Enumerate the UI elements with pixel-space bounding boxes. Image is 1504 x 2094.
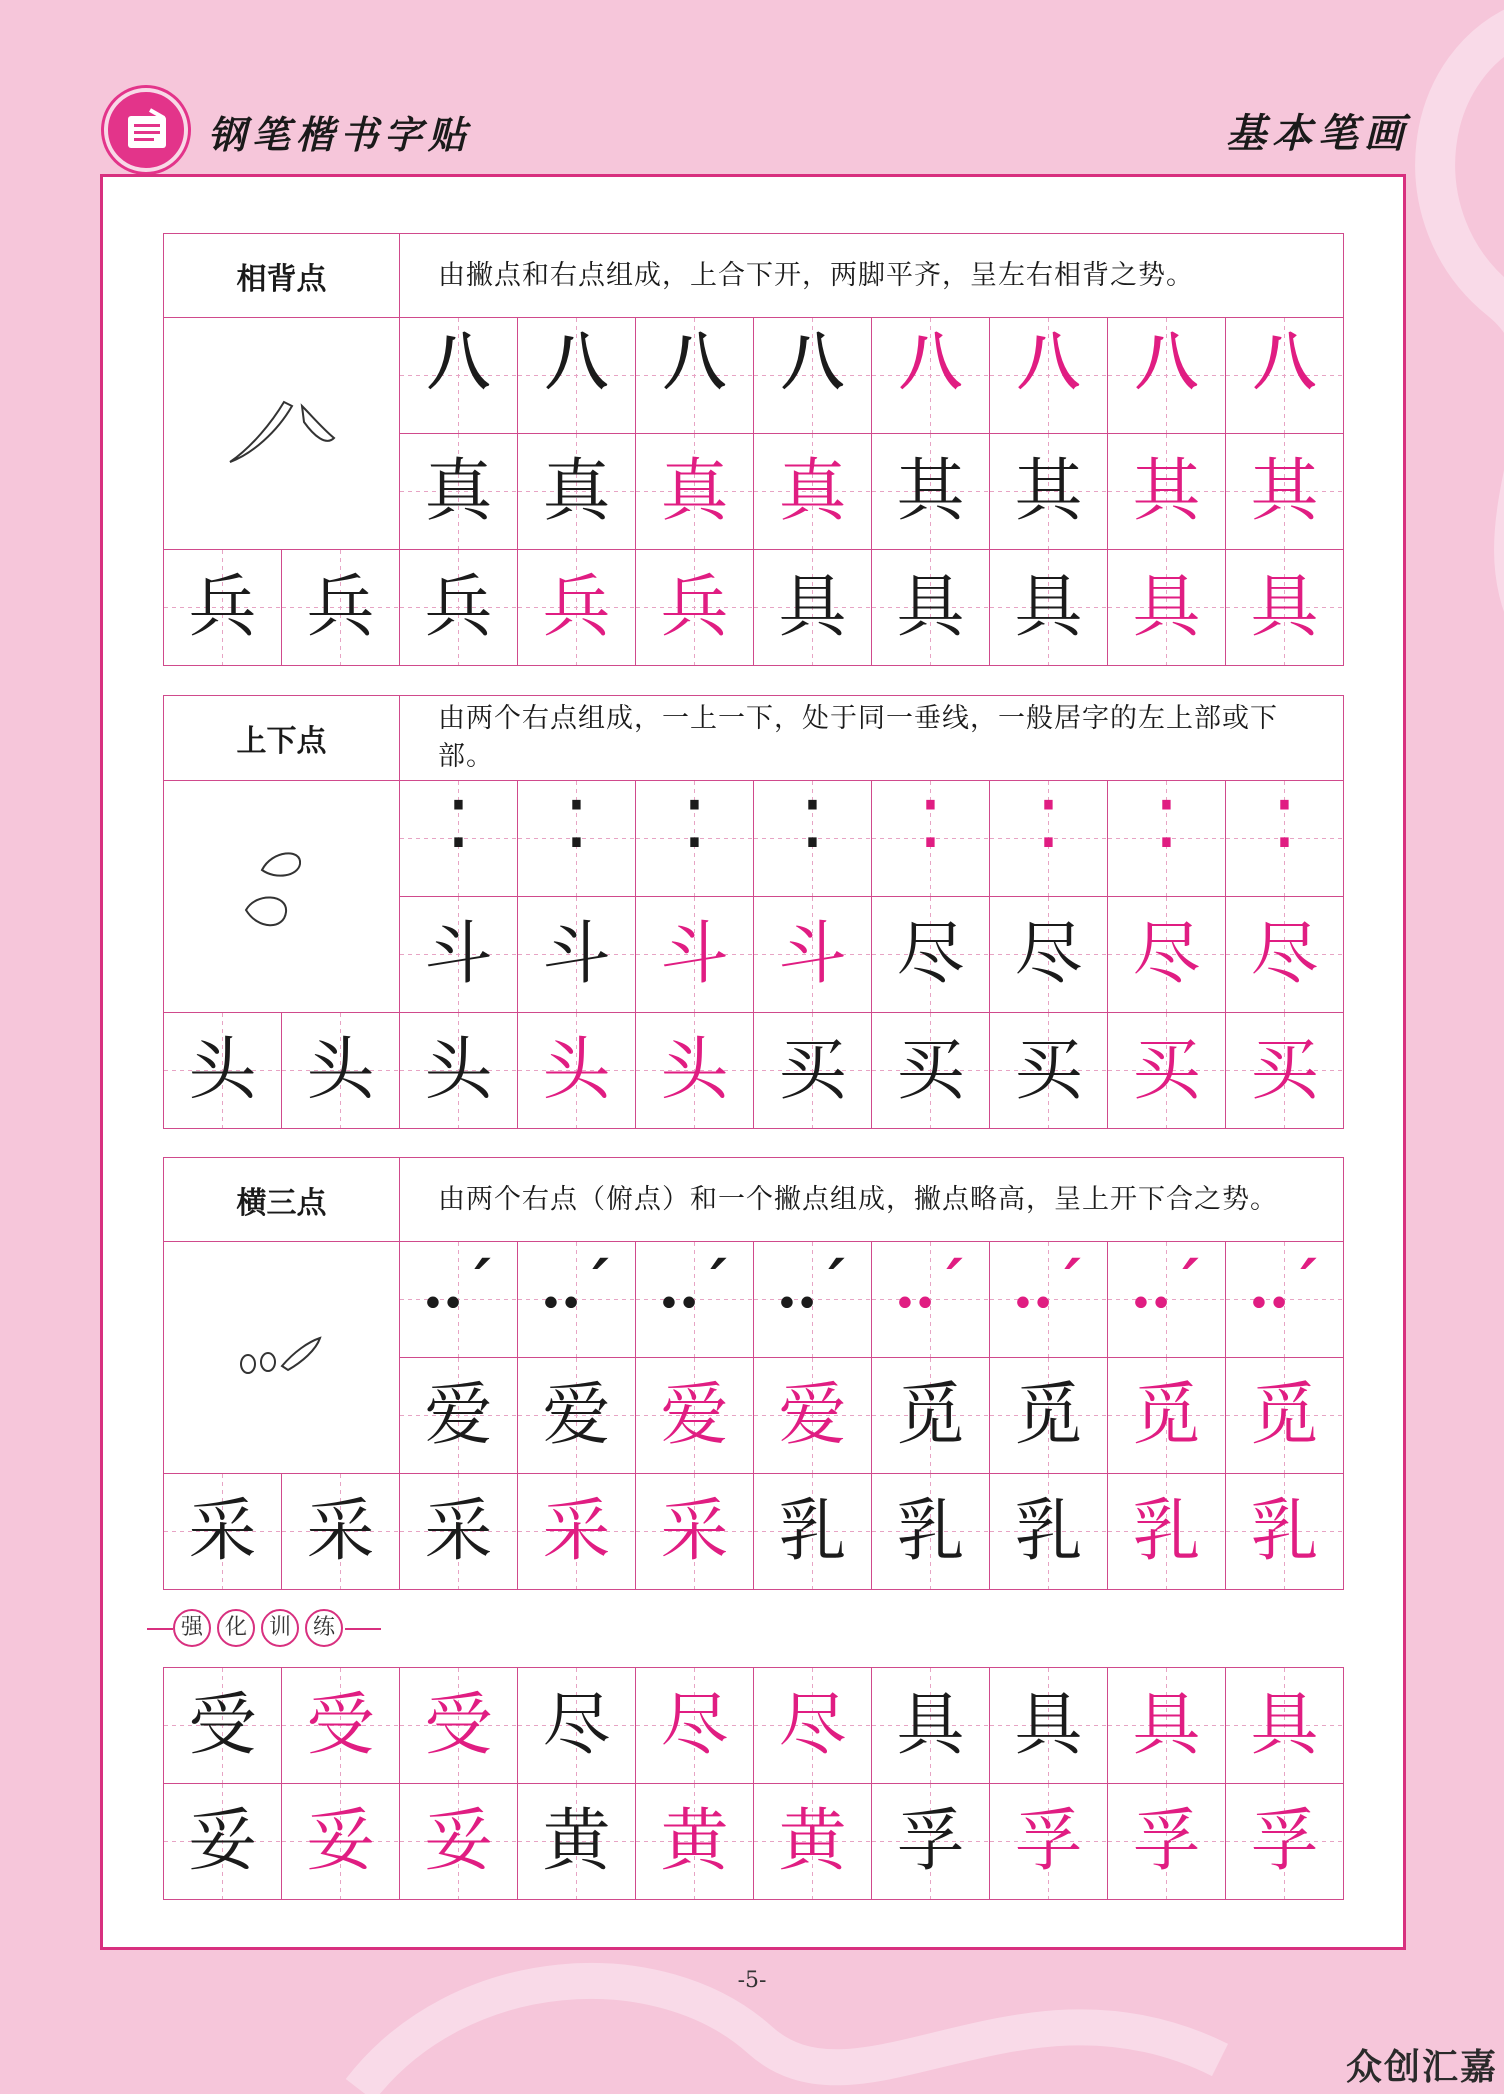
practice-char: 觅 (1132, 1375, 1201, 1455)
practice-char: 八 (899, 324, 962, 398)
char-cell (990, 1358, 1108, 1474)
practice-char: 买 (778, 1030, 847, 1110)
stroke-cell (1108, 318, 1226, 434)
char-cell (518, 434, 636, 550)
practice-char: 头 (424, 1030, 493, 1110)
banner-char: 练 (305, 1609, 343, 1647)
char-cell (754, 434, 872, 550)
practice-char: 乳 (1014, 1491, 1083, 1571)
char-cell (1108, 550, 1226, 666)
banner-line (345, 1628, 381, 1630)
char-cell (164, 550, 282, 666)
practice-char: 尽 (1250, 914, 1319, 994)
practice-char: 八 (1135, 324, 1198, 398)
practice-char: ⁚ (566, 787, 587, 861)
watermark: 众创汇嘉 (1345, 2047, 1498, 2088)
practice-panel (100, 174, 1406, 1950)
char-cell (990, 1474, 1108, 1590)
stroke-demo (164, 318, 400, 550)
char-cell (872, 550, 990, 666)
practice-char: 八 (1253, 324, 1316, 398)
char-cell (990, 1013, 1108, 1129)
practice-char: 头 (188, 1030, 257, 1110)
practice-char: 八 (663, 324, 726, 398)
practice-char: 斗 (542, 914, 611, 994)
char-cell (636, 434, 754, 550)
practice-char: 真 (660, 451, 729, 531)
stroke-cell (400, 1242, 518, 1358)
char-cell (1226, 1358, 1344, 1474)
practice-char: 觅 (1250, 1375, 1319, 1455)
practice-char: 买 (1014, 1030, 1083, 1110)
practice-char: 真 (424, 451, 493, 531)
book-title: 钢笔楷书字贴 (208, 112, 473, 157)
practice-char: ‥ˊ (658, 1248, 731, 1322)
stroke-cell (754, 318, 872, 434)
char-cell (990, 550, 1108, 666)
char-cell (872, 1013, 990, 1129)
char-cell (400, 1358, 518, 1474)
practice-char: ⁚ (1274, 787, 1295, 861)
practice-char: 具 (778, 567, 847, 647)
char-cell (990, 434, 1108, 550)
practice-char: 采 (188, 1491, 257, 1571)
char-cell (518, 1668, 636, 1784)
practice-char: ⁚ (920, 787, 941, 861)
practice-char: 乳 (778, 1491, 847, 1571)
char-cell (1108, 1668, 1226, 1784)
practice-char: 兵 (542, 567, 611, 647)
section-label: 上下点 (164, 696, 400, 781)
char-cell (754, 1474, 872, 1590)
stroke-cell (990, 1242, 1108, 1358)
char-cell (990, 1668, 1108, 1784)
practice-char: 孚 (1250, 1801, 1319, 1881)
char-cell (400, 1668, 518, 1784)
practice-char: 具 (1250, 567, 1319, 647)
practice-char: 尽 (542, 1685, 611, 1765)
practice-char: 具 (896, 567, 965, 647)
stroke-cell (400, 781, 518, 897)
practice-char: 尽 (660, 1685, 729, 1765)
practice-char: 头 (660, 1030, 729, 1110)
char-cell (282, 1474, 400, 1590)
char-cell (518, 897, 636, 1013)
char-cell (636, 1668, 754, 1784)
practice-char: 兵 (306, 567, 375, 647)
practice-char: 爱 (778, 1375, 847, 1455)
practice-char: 尽 (1014, 914, 1083, 994)
practice-char: ‥ˊ (894, 1248, 967, 1322)
practice-char: 头 (306, 1030, 375, 1110)
practice-char: 觅 (896, 1375, 965, 1455)
char-cell (400, 1784, 518, 1900)
char-cell (518, 1013, 636, 1129)
practice-char: 具 (1014, 1685, 1083, 1765)
practice-char: ‥ˊ (1130, 1248, 1203, 1322)
char-cell (164, 1668, 282, 1784)
practice-char: 买 (896, 1030, 965, 1110)
stroke-cell (518, 781, 636, 897)
practice-char: 采 (660, 1491, 729, 1571)
char-cell (754, 1358, 872, 1474)
char-cell (754, 550, 872, 666)
practice-char: 孚 (1132, 1801, 1201, 1881)
char-cell (990, 897, 1108, 1013)
stroke-cell (1108, 1242, 1226, 1358)
practice-char: ⁚ (1156, 787, 1177, 861)
char-cell (636, 897, 754, 1013)
practice-char: 八 (781, 324, 844, 398)
char-cell (636, 1784, 754, 1900)
practice-char: ‥ˊ (776, 1248, 849, 1322)
practice-char: 尽 (1132, 914, 1201, 994)
char-cell (1226, 1668, 1344, 1784)
char-cell (518, 1784, 636, 1900)
char-cell (1226, 1784, 1344, 1900)
section-description: 由两个右点（俯点）和一个撇点组成，撇点略高，呈上开下合之势。 (400, 1158, 1344, 1242)
stroke-outline-illustration (232, 840, 332, 950)
notebook-icon (124, 108, 170, 154)
char-cell (400, 434, 518, 550)
practice-char: ⁚ (448, 787, 469, 861)
stroke-cell (990, 781, 1108, 897)
practice-char: 妥 (306, 1801, 375, 1881)
char-cell (1108, 434, 1226, 550)
char-cell (518, 1358, 636, 1474)
char-cell (282, 1013, 400, 1129)
practice-char: 乳 (1250, 1491, 1319, 1571)
char-cell (754, 1784, 872, 1900)
stroke-cell (1226, 318, 1344, 434)
banner-line (147, 1628, 173, 1630)
practice-char: 买 (1132, 1030, 1201, 1110)
stroke-cell (518, 318, 636, 434)
practice-char: 乳 (1132, 1491, 1201, 1571)
practice-char: 其 (1132, 451, 1201, 531)
char-cell (872, 1668, 990, 1784)
char-cell (400, 550, 518, 666)
stroke-cell (400, 318, 518, 434)
char-cell (636, 1474, 754, 1590)
banner-char: 强 (173, 1609, 211, 1647)
practice-char: 采 (542, 1491, 611, 1571)
char-cell (754, 897, 872, 1013)
stroke-cell (1226, 1242, 1344, 1358)
practice-char: 其 (1014, 451, 1083, 531)
practice-char: 乳 (896, 1491, 965, 1571)
char-cell (1226, 434, 1344, 550)
practice-char: 黄 (778, 1801, 847, 1881)
char-cell (1108, 897, 1226, 1013)
stroke-demo (164, 1242, 400, 1474)
practice-char: ‥ˊ (422, 1248, 495, 1322)
stroke-demo (164, 781, 400, 1013)
char-cell (1226, 550, 1344, 666)
practice-char: 八 (427, 324, 490, 398)
section-title: 基本笔画 (1226, 110, 1410, 157)
section-description: 由撇点和右点组成，上合下开，两脚平齐，呈左右相背之势。 (400, 234, 1344, 318)
char-cell (518, 1474, 636, 1590)
stroke-cell (872, 1242, 990, 1358)
practice-section-1 (163, 233, 1344, 666)
practice-section-2 (163, 695, 1344, 1129)
stroke-outline-illustration (222, 392, 342, 472)
char-cell (1226, 1013, 1344, 1129)
practice-char: 受 (306, 1685, 375, 1765)
char-cell (164, 1474, 282, 1590)
stroke-cell (754, 1242, 872, 1358)
practice-char: ‥ˊ (540, 1248, 613, 1322)
section-label: 相背点 (164, 234, 400, 318)
char-cell (872, 1474, 990, 1590)
practice-char: 爱 (660, 1375, 729, 1455)
char-cell (400, 1474, 518, 1590)
practice-char: 黄 (660, 1801, 729, 1881)
char-cell (1226, 1474, 1344, 1590)
char-cell (872, 1784, 990, 1900)
practice-char: 兵 (424, 567, 493, 647)
char-cell (636, 1013, 754, 1129)
char-cell (1108, 1358, 1226, 1474)
stroke-cell (990, 318, 1108, 434)
practice-char: 斗 (778, 914, 847, 994)
char-cell (164, 1013, 282, 1129)
practice-char: 头 (542, 1030, 611, 1110)
practice-char: 具 (1014, 567, 1083, 647)
banner-char: 训 (261, 1609, 299, 1647)
practice-char: 尽 (896, 914, 965, 994)
stroke-cell (872, 318, 990, 434)
practice-char: 兵 (660, 567, 729, 647)
decorative-swirl-bottom (340, 1940, 1240, 2094)
practice-char: 具 (1250, 1685, 1319, 1765)
practice-char: 受 (424, 1685, 493, 1765)
char-cell (754, 1668, 872, 1784)
char-cell (282, 550, 400, 666)
char-cell (872, 1358, 990, 1474)
practice-char: 采 (424, 1491, 493, 1571)
practice-char: 具 (896, 1685, 965, 1765)
page-number: -5- (737, 1968, 767, 1993)
book-logo (104, 88, 188, 172)
practice-char: 孚 (896, 1801, 965, 1881)
practice-section-3 (163, 1157, 1344, 1590)
char-cell (1108, 1474, 1226, 1590)
practice-char: 斗 (424, 914, 493, 994)
practice-char: 孚 (1014, 1801, 1083, 1881)
practice-char: 采 (306, 1491, 375, 1571)
section-description: 由两个右点组成，一上一下，处于同一垂线，一般居字的左上部或下部。 (400, 696, 1344, 781)
banner-char: 化 (217, 1609, 255, 1647)
practice-char: 妥 (424, 1801, 493, 1881)
practice-char: 受 (188, 1685, 257, 1765)
stroke-cell (636, 781, 754, 897)
char-cell (282, 1668, 400, 1784)
char-cell (164, 1784, 282, 1900)
practice-char: 觅 (1014, 1375, 1083, 1455)
stroke-cell (636, 318, 754, 434)
char-cell (1108, 1784, 1226, 1900)
stroke-cell (872, 781, 990, 897)
training-banner (151, 1609, 371, 1649)
char-cell (754, 1013, 872, 1129)
practice-char: 爱 (542, 1375, 611, 1455)
section-label: 横三点 (164, 1158, 400, 1242)
practice-char: 斗 (660, 914, 729, 994)
practice-char: 其 (1250, 451, 1319, 531)
stroke-cell (1108, 781, 1226, 897)
char-cell (282, 1784, 400, 1900)
practice-char: 八 (1017, 324, 1080, 398)
practice-char: 兵 (188, 567, 257, 647)
char-cell (872, 434, 990, 550)
char-cell (990, 1784, 1108, 1900)
stroke-cell (636, 1242, 754, 1358)
page-header (100, 88, 1410, 172)
practice-char: 具 (1132, 567, 1201, 647)
char-cell (636, 550, 754, 666)
practice-char: 具 (1132, 1685, 1201, 1765)
practice-char: 真 (778, 451, 847, 531)
char-cell (1108, 1013, 1226, 1129)
training-table (163, 1667, 1344, 1900)
practice-char: ‥ˊ (1012, 1248, 1085, 1322)
practice-char: 尽 (778, 1685, 847, 1765)
char-cell (872, 897, 990, 1013)
stroke-cell (518, 1242, 636, 1358)
char-cell (636, 1358, 754, 1474)
practice-char: ⁚ (1038, 787, 1059, 861)
practice-char: 买 (1250, 1030, 1319, 1110)
char-cell (400, 897, 518, 1013)
char-cell (1226, 897, 1344, 1013)
practice-char: ‥ˊ (1248, 1248, 1321, 1322)
char-cell (518, 550, 636, 666)
practice-char: 其 (896, 451, 965, 531)
stroke-outline-illustration (232, 1326, 332, 1386)
practice-char: 黄 (542, 1801, 611, 1881)
char-cell (400, 1013, 518, 1129)
practice-char: ⁚ (802, 787, 823, 861)
practice-char: 真 (542, 451, 611, 531)
practice-char: ⁚ (684, 787, 705, 861)
stroke-cell (754, 781, 872, 897)
practice-char: 八 (545, 324, 608, 398)
practice-char: 爱 (424, 1375, 493, 1455)
stroke-cell (1226, 781, 1344, 897)
practice-char: 妥 (188, 1801, 257, 1881)
